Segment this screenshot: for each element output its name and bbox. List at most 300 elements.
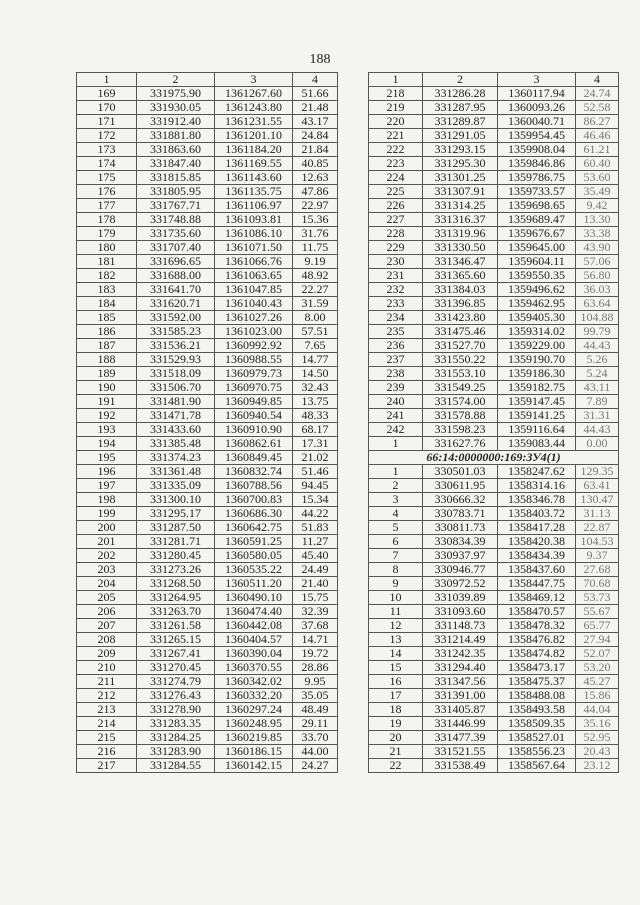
table-row (369, 661, 619, 675)
table-cell: 61.21 (576, 143, 619, 157)
table-cell: 1360248.95 (215, 717, 293, 731)
table-cell: 57.06 (576, 255, 619, 269)
table-cell: 56.80 (576, 269, 619, 283)
table-cell: 24.84 (293, 129, 338, 143)
table-row (77, 269, 338, 283)
table-cell: 331538.49 (423, 759, 498, 773)
table-cell: 86.27 (576, 115, 619, 129)
table-row (77, 255, 338, 269)
table-cell: 229 (369, 241, 423, 255)
table-cell: 5 (369, 521, 423, 535)
table-cell: 331242.35 (423, 647, 498, 661)
table-row (369, 549, 619, 563)
table-cell: 331433.60 (137, 423, 215, 437)
table-cell: 24.74 (576, 87, 619, 101)
table-cell: 331446.99 (423, 717, 498, 731)
table-cell: 11.27 (293, 535, 338, 549)
table-row (369, 367, 619, 381)
table-cell: 15.86 (576, 689, 619, 703)
table-cell: 331316.37 (423, 213, 498, 227)
table-row (77, 353, 338, 367)
table-cell: 53.60 (576, 171, 619, 185)
table-cell: 331471.78 (137, 409, 215, 423)
table-cell: 199 (77, 507, 137, 521)
table-cell: 9.42 (576, 199, 619, 213)
table-cell: 1360700.83 (215, 493, 293, 507)
table-cell: 1359846.86 (498, 157, 576, 171)
table-row (369, 465, 619, 479)
table-cell: 1360474.40 (215, 605, 293, 619)
table-cell: 331620.71 (137, 297, 215, 311)
table-cell: 1360910.90 (215, 423, 293, 437)
table-row (77, 647, 338, 661)
table-cell: 1360511.20 (215, 577, 293, 591)
table-cell: 233 (369, 297, 423, 311)
table-cell: 220 (369, 115, 423, 129)
table-cell: 1360490.10 (215, 591, 293, 605)
table-body-right-b (369, 465, 619, 773)
table-cell: 1359698.65 (498, 199, 576, 213)
table-cell: 9.95 (293, 675, 338, 689)
table-cell: 1359314.02 (498, 325, 576, 339)
table-row (369, 101, 619, 115)
table-cell: 210 (77, 661, 137, 675)
table-cell: 236 (369, 339, 423, 353)
table-cell: 331294.40 (423, 661, 498, 675)
table-cell: 1358478.32 (498, 619, 576, 633)
table-cell: 22.87 (576, 521, 619, 535)
table-row (369, 521, 619, 535)
table-cell: 218 (369, 87, 423, 101)
table-cell: 1360949.85 (215, 395, 293, 409)
table-cell: 169 (77, 87, 137, 101)
table-cell: 205 (77, 591, 137, 605)
table-row (77, 395, 338, 409)
table-cell: 331278.90 (137, 703, 215, 717)
table-cell: 331475.46 (423, 325, 498, 339)
table-cell: 1360992.92 (215, 339, 293, 353)
table-cell: 330811.73 (423, 521, 498, 535)
table-cell: 331521.55 (423, 745, 498, 759)
table-row (77, 717, 338, 731)
table-cell: 213 (77, 703, 137, 717)
table-cell: 104.53 (576, 535, 619, 549)
table-cell: 228 (369, 227, 423, 241)
table-cell: 51.66 (293, 87, 338, 101)
table-cell: 1360117.94 (498, 87, 576, 101)
table-cell: 1359141.25 (498, 409, 576, 423)
table-row (369, 759, 619, 773)
table-cell: 31.59 (293, 297, 338, 311)
table-cell: 44.43 (576, 423, 619, 437)
table-cell: 60.40 (576, 157, 619, 171)
table-cell: 331881.80 (137, 129, 215, 143)
table-cell: 331148.73 (423, 619, 498, 633)
table-cell: 15.36 (293, 213, 338, 227)
table-cell: 11.75 (293, 241, 338, 255)
table-cell: 198 (77, 493, 137, 507)
table-row (77, 227, 338, 241)
table-row (369, 213, 619, 227)
table-cell: 192 (77, 409, 137, 423)
table-cell: 331287.50 (137, 521, 215, 535)
table-cell: 1360297.24 (215, 703, 293, 717)
table-cell: 55.67 (576, 605, 619, 619)
table-cell: 1361047.85 (215, 283, 293, 297)
table-cell: 70.68 (576, 577, 619, 591)
table-row (77, 563, 338, 577)
table-cell: 35.05 (293, 689, 338, 703)
table-row (369, 199, 619, 213)
table-cell: 1358493.58 (498, 703, 576, 717)
table-cell: 330501.03 (423, 465, 498, 479)
header-cell: 4 (576, 73, 619, 87)
table-row (77, 465, 338, 479)
table-cell: 51.46 (293, 465, 338, 479)
table-cell: 331365.60 (423, 269, 498, 283)
table-cell: 175 (77, 171, 137, 185)
table-cell: 331549.25 (423, 381, 498, 395)
table-cell: 227 (369, 213, 423, 227)
table-cell: 13.75 (293, 395, 338, 409)
table-cell: 331330.50 (423, 241, 498, 255)
table-cell: 331550.22 (423, 353, 498, 367)
table-cell: 331585.23 (137, 325, 215, 339)
table-row (369, 535, 619, 549)
table-cell: 211 (77, 675, 137, 689)
table-cell: 129.35 (576, 465, 619, 479)
table-row (369, 647, 619, 661)
table-cell: 15.34 (293, 493, 338, 507)
table-row (77, 549, 338, 563)
table-cell: 1361086.10 (215, 227, 293, 241)
table-cell: 44.04 (576, 703, 619, 717)
table-cell: 1361231.55 (215, 115, 293, 129)
table-cell: 331319.96 (423, 227, 498, 241)
table-cell: 21.40 (293, 577, 338, 591)
table-cell: 24.27 (293, 759, 338, 773)
table-row (369, 297, 619, 311)
table-cell: 23.12 (576, 759, 619, 773)
table-cell: 202 (77, 549, 137, 563)
table-cell: 47.86 (293, 185, 338, 199)
table-cell: 1360832.74 (215, 465, 293, 479)
table-row (77, 493, 338, 507)
table-cell: 183 (77, 283, 137, 297)
table-cell: 44.43 (576, 339, 619, 353)
table-cell: 1359083.44 (498, 437, 576, 451)
table-cell: 331284.25 (137, 731, 215, 745)
table-row (77, 577, 338, 591)
table-cell: 222 (369, 143, 423, 157)
table-row (77, 703, 338, 717)
table-row (77, 115, 338, 129)
table-row (77, 675, 338, 689)
table-cell: 330834.39 (423, 535, 498, 549)
table-cell: 331912.40 (137, 115, 215, 129)
table-cell: 212 (77, 689, 137, 703)
table-cell: 33.70 (293, 731, 338, 745)
table-cell: 181 (77, 255, 137, 269)
table-row (77, 157, 338, 171)
table-cell: 17 (369, 689, 423, 703)
table-cell: 331273.26 (137, 563, 215, 577)
table-cell: 1360591.25 (215, 535, 293, 549)
table-row (369, 605, 619, 619)
table-cell: 217 (77, 759, 137, 773)
section-title: 66:14:0000000:169:ЗУ4(1) (369, 451, 619, 465)
table-cell: 330937.97 (423, 549, 498, 563)
header-cell: 4 (293, 73, 338, 87)
table-cell: 330666.32 (423, 493, 498, 507)
table-row (369, 381, 619, 395)
table-cell: 48.49 (293, 703, 338, 717)
table-cell: 1360979.73 (215, 367, 293, 381)
table-cell: 1360686.30 (215, 507, 293, 521)
table-cell: 37.68 (293, 619, 338, 633)
table-cell: 7.65 (293, 339, 338, 353)
table-cell: 24.49 (293, 563, 338, 577)
table-cell: 331384.03 (423, 283, 498, 297)
table-cell: 45.27 (576, 675, 619, 689)
table-row (77, 325, 338, 339)
table-body-left (77, 87, 338, 773)
table-row (369, 269, 619, 283)
table-cell: 35.16 (576, 717, 619, 731)
table-row (369, 619, 619, 633)
table-cell: 104.88 (576, 311, 619, 325)
table-row (77, 297, 338, 311)
table-cell: 44.22 (293, 507, 338, 521)
table-cell: 1 (369, 465, 423, 479)
table-cell: 331863.60 (137, 143, 215, 157)
table-cell: 32.43 (293, 381, 338, 395)
table-cell: 331284.55 (137, 759, 215, 773)
table-row (77, 479, 338, 493)
table-cell: 187 (77, 339, 137, 353)
table-cell: 331696.65 (137, 255, 215, 269)
table-cell: 331361.48 (137, 465, 215, 479)
table-cell: 190 (77, 381, 137, 395)
table-cell: 1358527.01 (498, 731, 576, 745)
table-cell: 216 (77, 745, 137, 759)
table-cell: 172 (77, 129, 137, 143)
table-row (369, 339, 619, 353)
table-cell: 11 (369, 605, 423, 619)
table-row (77, 199, 338, 213)
table-cell: 1 (369, 437, 423, 451)
table-cell: 215 (77, 731, 137, 745)
table-cell: 184 (77, 297, 137, 311)
table-cell: 53.20 (576, 661, 619, 675)
header-cell: 1 (369, 73, 423, 87)
table-row (369, 731, 619, 745)
table-row (369, 675, 619, 689)
table-row (77, 367, 338, 381)
table-cell: 235 (369, 325, 423, 339)
table-row (77, 409, 338, 423)
table-cell: 1360142.15 (215, 759, 293, 773)
table-cell: 331574.00 (423, 395, 498, 409)
table-cell: 171 (77, 115, 137, 129)
table-row (77, 171, 338, 185)
table-row (77, 437, 338, 451)
table-cell: 20.43 (576, 745, 619, 759)
table-cell: 1359908.04 (498, 143, 576, 157)
header-cell: 3 (215, 73, 293, 87)
section-row-group (369, 451, 619, 465)
table-cell: 21.48 (293, 101, 338, 115)
table-cell: 22.27 (293, 283, 338, 297)
table-cell: 331553.10 (423, 367, 498, 381)
table-row (369, 493, 619, 507)
table-cell: 15.75 (293, 591, 338, 605)
table-cell: 21.02 (293, 451, 338, 465)
table-cell: 173 (77, 143, 137, 157)
table-cell: 1360186.15 (215, 745, 293, 759)
table-cell: 1360390.04 (215, 647, 293, 661)
table-row (77, 535, 338, 549)
table-cell: 331314.25 (423, 199, 498, 213)
table-cell: 1359733.57 (498, 185, 576, 199)
table-cell: 16 (369, 675, 423, 689)
table-cell: 35.49 (576, 185, 619, 199)
table-row (77, 101, 338, 115)
table-cell: 8 (369, 563, 423, 577)
table-cell: 331265.15 (137, 633, 215, 647)
table-cell: 231 (369, 269, 423, 283)
table-cell: 1358509.35 (498, 717, 576, 731)
table-cell: 1359190.70 (498, 353, 576, 367)
table-cell: 7 (369, 549, 423, 563)
table-cell: 331295.30 (423, 157, 498, 171)
table-cell: 1360988.55 (215, 353, 293, 367)
table-row (369, 171, 619, 185)
table-cell: 208 (77, 633, 137, 647)
table-cell: 238 (369, 367, 423, 381)
table-cell: 331536.21 (137, 339, 215, 353)
table-cell: 1359496.62 (498, 283, 576, 297)
table-cell: 9.19 (293, 255, 338, 269)
table-row (77, 381, 338, 395)
table-cell: 242 (369, 423, 423, 437)
table-cell: 188 (77, 353, 137, 367)
table-cell: 1360442.08 (215, 619, 293, 633)
table-cell: 21.84 (293, 143, 338, 157)
table-cell: 1358447.75 (498, 577, 576, 591)
table-cell: 9 (369, 577, 423, 591)
table-row (77, 213, 338, 227)
table-cell: 9.37 (576, 549, 619, 563)
header-cell: 2 (423, 73, 498, 87)
table-cell: 52.95 (576, 731, 619, 745)
table-cell: 331276.43 (137, 689, 215, 703)
table-row (369, 423, 619, 437)
table-cell: 174 (77, 157, 137, 171)
table-cell: 21 (369, 745, 423, 759)
table-cell: 331293.15 (423, 143, 498, 157)
table-cell: 203 (77, 563, 137, 577)
table-row (369, 395, 619, 409)
table-cell: 1360370.55 (215, 661, 293, 675)
table-row (77, 507, 338, 521)
table-cell: 43.11 (576, 381, 619, 395)
table-cell: 331263.70 (137, 605, 215, 619)
table-cell: 204 (77, 577, 137, 591)
table-cell: 46.46 (576, 129, 619, 143)
table-cell: 14.71 (293, 633, 338, 647)
table-row (77, 661, 338, 675)
table-cell: 195 (77, 451, 137, 465)
table-cell: 1359689.47 (498, 213, 576, 227)
table-cell: 239 (369, 381, 423, 395)
table-row (77, 731, 338, 745)
table-cell: 241 (369, 409, 423, 423)
table-cell: 5.24 (576, 367, 619, 381)
table-cell: 1360040.71 (498, 115, 576, 129)
table-cell: 1361106.97 (215, 199, 293, 213)
table-cell: 52.07 (576, 647, 619, 661)
table-cell: 1360849.45 (215, 451, 293, 465)
table-cell: 45.40 (293, 549, 338, 563)
table-cell: 331268.50 (137, 577, 215, 591)
table-cell: 0.00 (576, 437, 619, 451)
table-cell: 32.39 (293, 605, 338, 619)
table-cell: 331289.87 (423, 115, 498, 129)
table-cell: 179 (77, 227, 137, 241)
table-cell: 1360580.05 (215, 549, 293, 563)
table-cell: 176 (77, 185, 137, 199)
table-cell: 189 (77, 367, 137, 381)
table-cell: 331847.40 (137, 157, 215, 171)
table-cell: 1360535.22 (215, 563, 293, 577)
table-cell: 4 (369, 507, 423, 521)
table-cell: 225 (369, 185, 423, 199)
table-cell: 1358488.08 (498, 689, 576, 703)
table-cell: 331396.85 (423, 297, 498, 311)
table-cell: 1358473.17 (498, 661, 576, 675)
table-cell: 6 (369, 535, 423, 549)
table-cell: 237 (369, 353, 423, 367)
table-cell: 1359462.95 (498, 297, 576, 311)
table-row (77, 241, 338, 255)
table-cell: 331093.60 (423, 605, 498, 619)
header-cell: 2 (137, 73, 215, 87)
table-cell: 240 (369, 395, 423, 409)
table-cell: 331592.00 (137, 311, 215, 325)
table-cell: 10 (369, 591, 423, 605)
table-cell: 207 (77, 619, 137, 633)
table-cell: 331280.45 (137, 549, 215, 563)
table-cell: 331767.71 (137, 199, 215, 213)
table-cell: 1361040.43 (215, 297, 293, 311)
table-cell: 206 (77, 605, 137, 619)
table-cell: 177 (77, 199, 137, 213)
header-cell: 1 (77, 73, 137, 87)
table-cell: 186 (77, 325, 137, 339)
table-cell: 331267.41 (137, 647, 215, 661)
table-cell: 1361169.55 (215, 157, 293, 171)
table-cell: 1360862.61 (215, 437, 293, 451)
table-cell: 330611.95 (423, 479, 498, 493)
table-cell: 331748.88 (137, 213, 215, 227)
table-row (77, 143, 338, 157)
table-cell: 1361267.60 (215, 87, 293, 101)
table-cell: 28.86 (293, 661, 338, 675)
table-row (369, 87, 619, 101)
table-row (77, 311, 338, 325)
table-cell: 44.00 (293, 745, 338, 759)
